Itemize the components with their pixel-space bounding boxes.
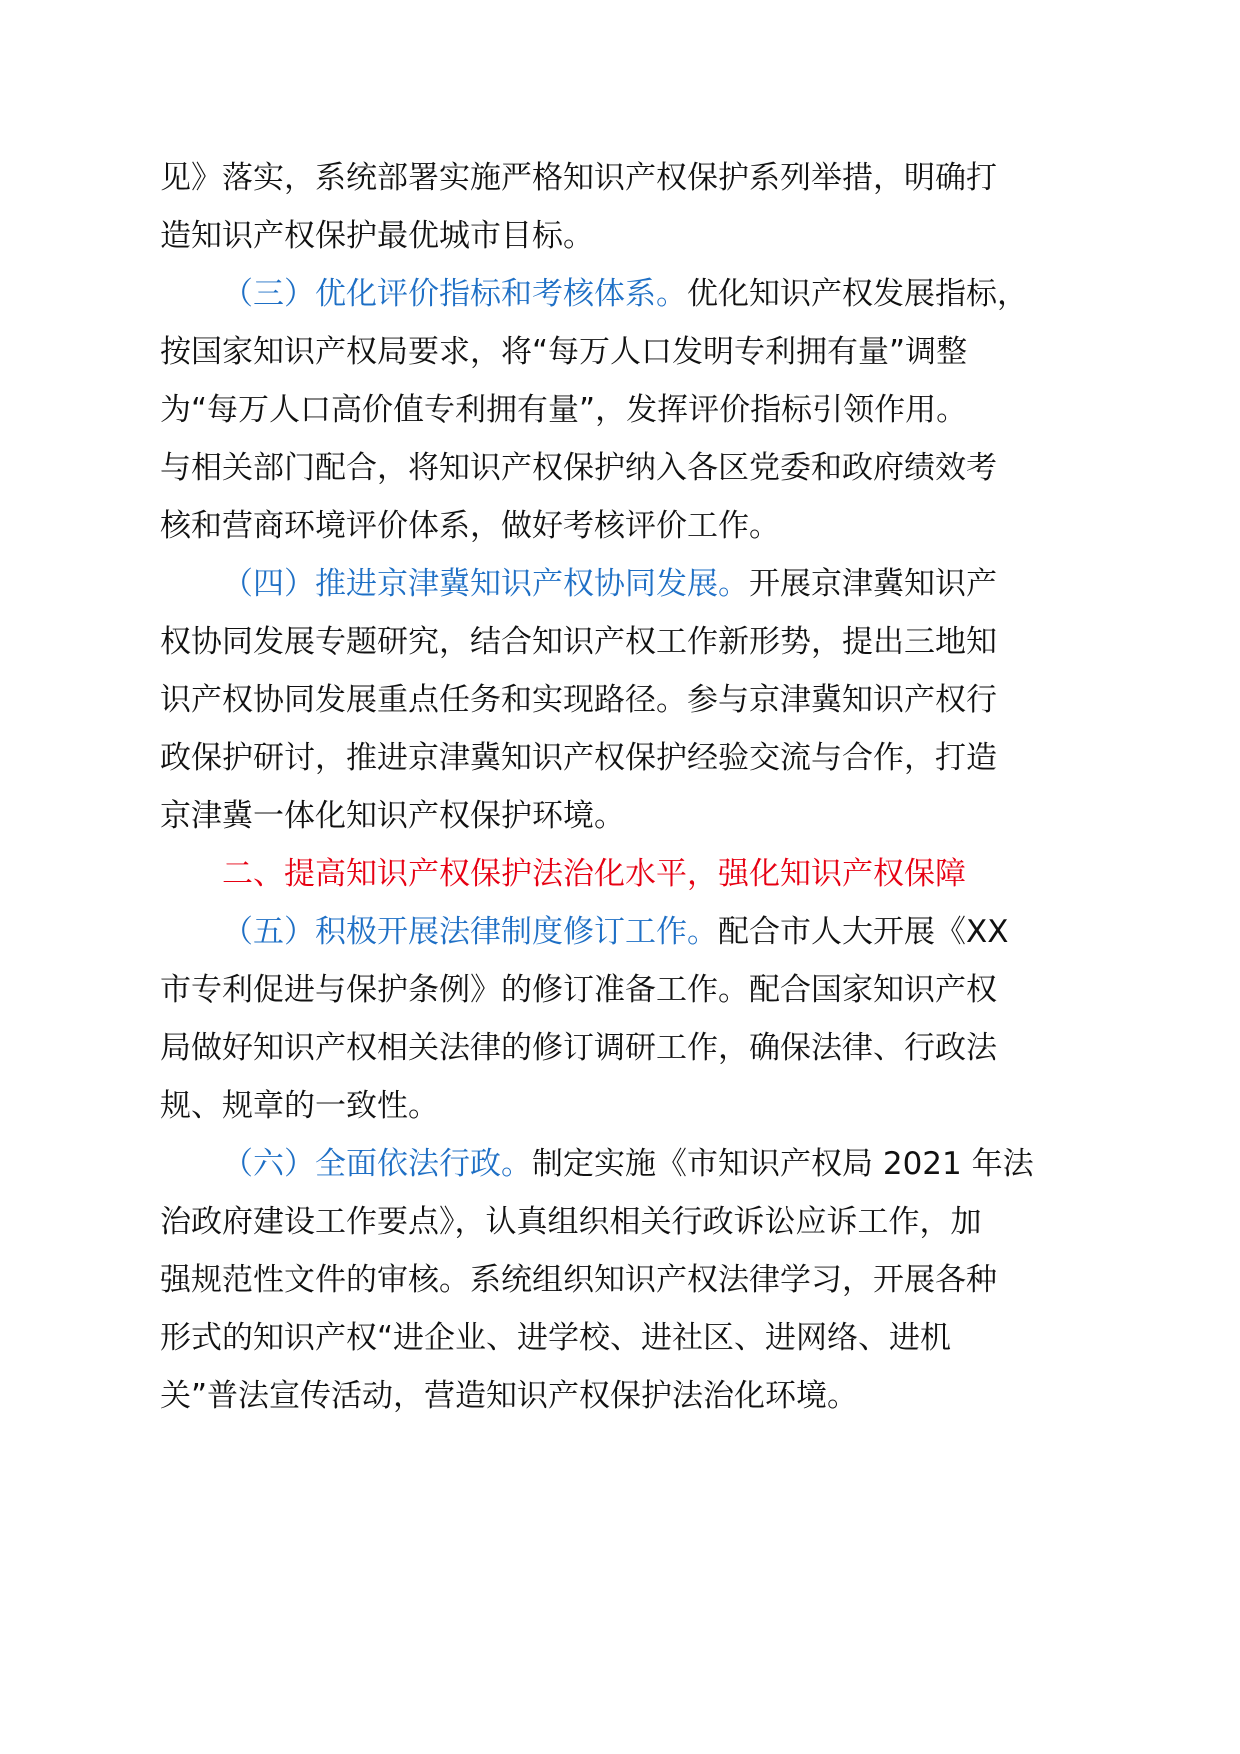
paragraph-text: 优化知识产权发展指标， [687,276,1028,312]
paragraph-line: 规、规章的一致性。 [160,1088,439,1124]
paragraph-line: 造知识产权保护最优城市目标。 [160,218,594,254]
paragraph-line: 治政府建设工作要点》，认真组织相关行政诉讼应诉工作，加 [160,1204,982,1240]
section-3-first-line [222,274,1182,314]
section-heading: （三）优化评价指标和考核体系。 [222,276,687,312]
paragraph-line: 为“每万人口高价值专利拥有量”，发挥评价指标引领作用。 [160,392,968,428]
paragraph-line: 按国家知识产权局要求，将“每万人口发明专利拥有量”调整 [160,334,968,370]
paragraph-line: 政保护研讨，推进京津冀知识产权保护经验交流与合作，打造 [160,740,997,776]
paragraph-line: 识产权协同发展重点任务和实现路径。参与京津冀知识产权行 [160,682,997,718]
section-5-first-line [222,912,1182,952]
paragraph-line: 权协同发展专题研究，结合知识产权工作新形势，提出三地知 [160,624,997,660]
paragraph-line: 与相关部门配合，将知识产权保护纳入各区党委和政府绩效考 [160,450,997,486]
paragraph-line: 京津冀一体化知识产权保护环境。 [160,798,625,834]
paragraph-line: 核和营商环境评价体系，做好考核评价工作。 [160,508,780,544]
paragraph-line: 局做好知识产权相关法律的修订调研工作，确保法律、行政法 [160,1030,997,1066]
paragraph-line: 市专利促进与保护条例》的修订准备工作。配合国家知识产权 [160,972,997,1008]
paragraph-text: 制定实施《市知识产权局 2021 年法 [532,1146,1034,1182]
paragraph-line: 强规范性文件的审核。系统组织知识产权法律学习，开展各种 [160,1262,997,1298]
paragraph-line: 关”普法宣传活动，营造知识产权保护法治化环境。 [160,1378,859,1414]
paragraph-line: 见》落实，系统部署实施严格知识产权保护系列举措，明确打 [160,160,997,196]
section-heading: （五）积极开展法律制度修订工作。 [222,914,718,950]
section-4-first-line [222,564,1182,604]
part-title: 二、提高知识产权保护法治化水平，强化知识产权保障 [222,856,966,892]
paragraph-text: 开展京津冀知识产 [749,566,997,602]
section-6-first-line [222,1144,1182,1184]
section-heading: （四）推进京津冀知识产权协同发展。 [222,566,749,602]
section-heading: （六）全面依法行政。 [222,1146,532,1182]
paragraph-text: 配合市人大开展《XX [718,914,1009,950]
paragraph-line: 形式的知识产权“进企业、进学校、进社区、进网络、进机 [160,1320,952,1356]
